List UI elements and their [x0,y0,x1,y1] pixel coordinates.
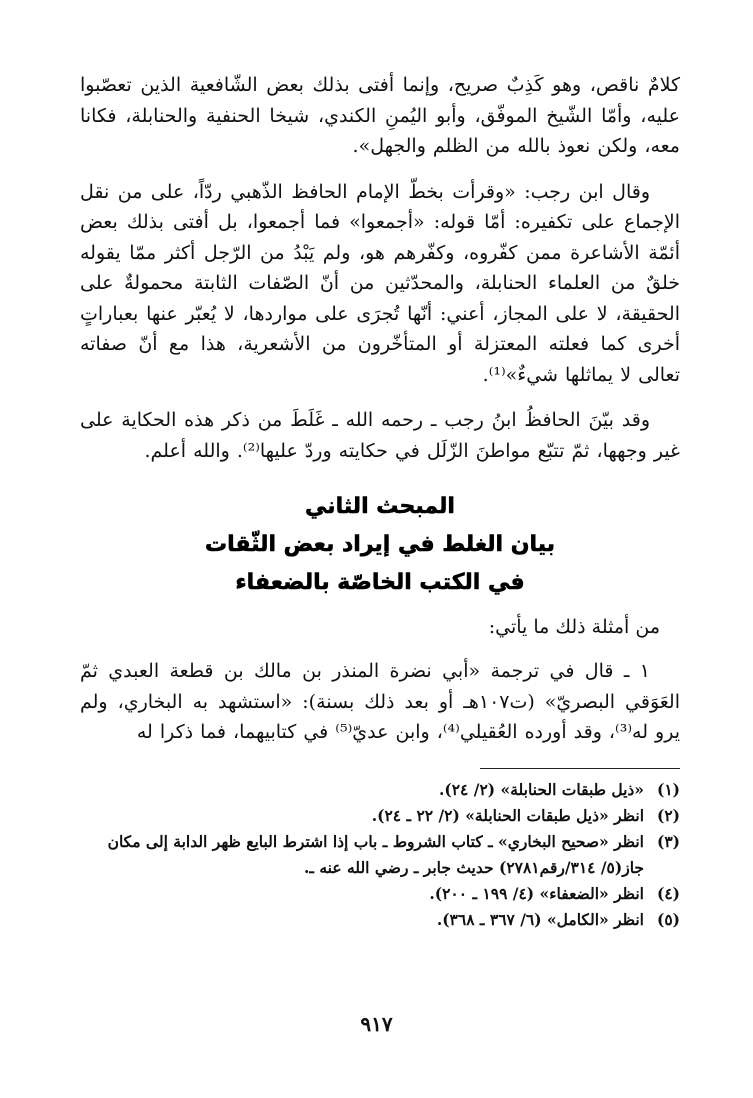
footnote-divider [480,768,680,769]
page-body [80,70,680,933]
footnote-number: (٣) [656,831,680,851]
footnote-number: (٥) [656,909,680,929]
paragraph-2: وقال ابن رجب: «وقرأت بخطّ الإمام الحافظ الذّهبي ردّاً، على من نقل الإجماع على تكفيره: أمّا قوله: «أجمعوا» فما أجمعوا، بل أفتى بذلك بعض أئمّة الأشاعرة ممن كفّروه، وكفّرهم هو، ولم يَبْدُ من الرّجل أكثر ممّا يقوله خلقٌ من العلماء الحنابلة، والمحدّثين من أنّ الصّفات الثابتة محمولةٌ على الحقيقة، لا على المجاز، أعني: أنّها تُجرَى على مواردها، لا يُعبّر عنها بعباراتٍ أخرى كما فعلته المعتزلة أو المتأخّرون من الأشعرية، هذا مع أنّ صفاته تعالى لا يماثلها شيءٌ»⁽¹⁾. [80,180,680,386]
footnote-number: (٢) [656,805,680,825]
footnote-text: «ذيل طبقات الحنابلة» (٢/ ٢٤). [439,779,644,799]
footnote [80,803,680,829]
footnote [80,907,680,933]
footnote-text: انظر «ذيل طبقات الحنابلة» (٢/ ٢٢ ـ ٢٤). [371,805,644,825]
footnote-text: انظر «صحيح البخاري» ـ كتاب الشروط ـ باب إذا اشترط البايع ظهر الدابة إلى مكان جاز(٥/ ٣١٤/رقم٢٧٨١) حديث جابر ـ رضي الله عنه ـ. [107,831,644,877]
footnote-number: (١) [656,779,680,799]
footnote [80,777,680,803]
footnote [80,829,680,881]
paragraph-3: وقد بيّنَ الحافظُ ابنُ رجب ـ رحمه الله ـ غَلَطَ من ذكر هذه الحكاية على غير وجهها، ثمّ تتبّع مواطنَ الزّلَل في حكايته وردّ عليها⁽²⁾. والله أعلم. [80,409,680,462]
section-heading [80,488,680,602]
footnote-text: انظر «الكامل» (٦/ ٣٦٧ ـ ٣٦٨). [436,909,644,929]
paragraph-1: كلامٌ ناقص، وهو كَذِبٌ صريح، وإنما أفتى بذلك بعض الشّافعية الذين تعصّبوا عليه، وأمّا الشّيخ الموفّق، وأبو اليُمنِ الكندي، شيخا الحنفية والحنابلة، فكانا معه، ولكن نعوذ بالله من الظلم والجهل». [80,74,680,157]
footnote-text: انظر «الضعفاء» (٤/ ١٩٩ ـ ٢٠٠). [429,883,644,903]
page-number: ٩١٧ [360,1012,393,1036]
section-heading-line-3: في الكتب الخاصّة بالضعفاء [235,570,525,595]
section-heading-line-2: بيان الغلط في إيراد بعض الثّقات [205,532,555,557]
item-1: ١ ـ قال في ترجمة «أبي نضرة المنذر بن مالك بن قطعة العبدي ثمّ العَوَقي البصريّ» (ت١٠٧هـ أو بعد ذلك بسنة): «استشهد به البخاري، ولم يرو له⁽³⁾، وقد أورده العُقيلي⁽⁴⁾، وابن عديّ⁽⁵⁾ في كتابيهما، فما ذكرا له [80,660,680,743]
footnote-number: (٤) [656,883,680,903]
section-heading-line-1: المبحث الثاني [305,494,455,519]
lead-text: من أمثلة ذلك ما يأتي: [488,616,660,638]
footnotes [80,777,680,933]
footnote [80,881,680,907]
